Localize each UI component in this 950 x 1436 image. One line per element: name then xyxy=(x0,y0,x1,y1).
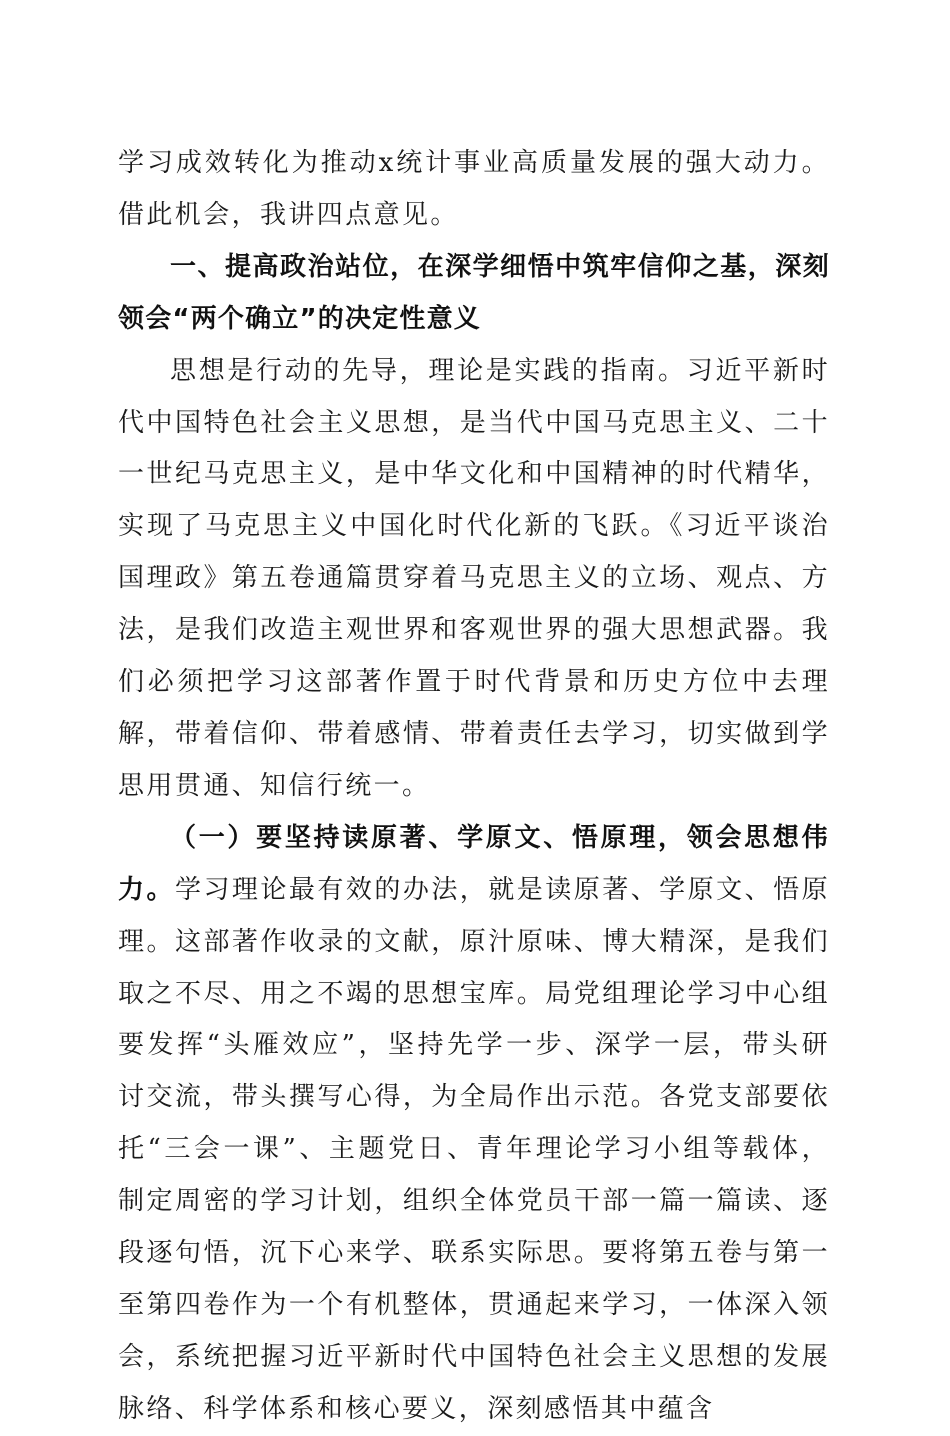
document-body xyxy=(118,138,830,1436)
section-one-paragraph: 思想是行动的先导，理论是实践的指南。习近平新时代中国特色社会主义思想，是当代中国马克思主义、二十一世纪马克思主义，是中华文化和中国精神的时代精华，实现了马克思主义中国化时代化新的飞跃。《习近平谈治国理政》第五卷通篇贯穿着马克思主义的立场、观点、方法，是我们改造主观世界和客观世界的强大思想武器。我们必须把学习这部著作置于时代背景和历史方位中去理解，带着信仰、带着感情、带着责任去学习，切实做到学思用贯通、知信行统一。 xyxy=(118,355,830,801)
intro-paragraph: 学习成效转化为推动x统计事业高质量发展的强大动力。借此机会，我讲四点意见。 xyxy=(118,148,830,230)
subsection-one-paragraph xyxy=(118,813,830,1436)
subsection-one-heading: （一）要坚持读原著、学原文、悟原理，领会思想伟力。 xyxy=(118,822,830,905)
section-one-heading: 一、提高政治站位，在深学细悟中筑牢信仰之基，深刻领会“两个确立”的决定性意义 xyxy=(118,251,830,334)
subsection-one-body: 学习理论最有效的办法，就是读原著、学原文、悟原理。这部著作收录的文献，原汁原味、博大精深，是我们取之不尽、用之不竭的思想宝库。局党组理论学习中心组要发挥“头雁效应”，坚持先学一步、深学一层，带头研讨交流，带头撰写心得，为全局作出示范。各党支部要依托“三会一课”、主题党日、青年理论学习小组等载体，制定周密的学习计划，组织全体党员干部一篇一篇读、逐段逐句悟，沉下心来学、联系实际思。要将第五卷与第一至第四卷作为一个有机整体，贯通起来学习，一体深入领会，系统把握习近平新时代中国特色社会主义思想的发展脉络、科学体系和核心要义，深刻感悟其中蕴含 xyxy=(118,874,830,1424)
